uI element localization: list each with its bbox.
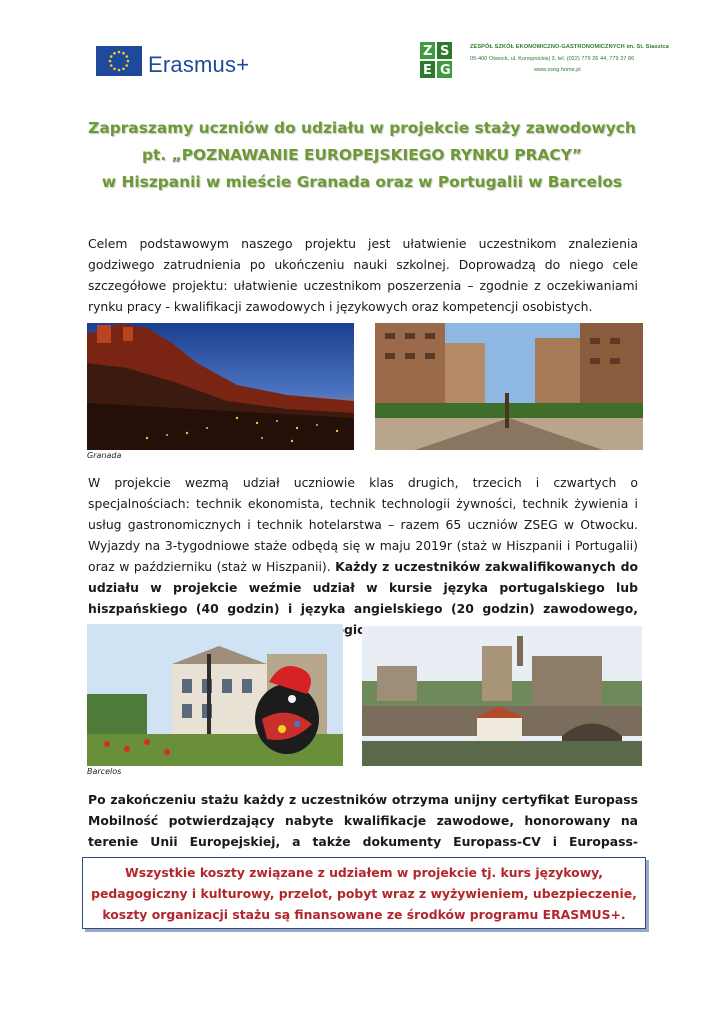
- barcelos-rooster-photo: [87, 624, 343, 766]
- details-text: W projekcie wezmą udział uczniowie klas drugich, trzecich i czwartych o specjalnościach: technik ekonomista, technik technologii żywności, technik żywienia i usług gastronomicznych i technik hotelarstwa – razem 65 uczniów ZSEG w Otwocku. Wyjazdy na 3-tygodniowe staże odbędą się w maju 2019r (staż w Hiszpanii i Portugalii) oraz w październiku (staż w Hiszpanii).: [88, 475, 638, 574]
- granada-caption: Granada: [87, 451, 122, 460]
- intro-paragraph: Celem podstawowym naszego projektu jest ułatwienie uczestnikom znalezienia godziwego zatrudnienia po ukończeniu nauki szkolnej. Doprowadzą do niego cele szczegółowe projektu: ułatwienie uczestnikom poszerzenia – zgodnie z oczekiwaniami rynku pracy - kwalifikacji zawodowych i językowych oraz kompetencji osobistych.: [88, 236, 638, 314]
- school-website[interactable]: www.zseg.home.pl: [534, 67, 581, 73]
- barcelos-bridge-photo: [362, 626, 642, 766]
- school-name: ZESPÓŁ SZKÓŁ EKONOMICZNO-GASTRONOMICZNYCH im. St. Staszica: [470, 44, 669, 50]
- erasmus-wordmark: Erasmus+: [148, 52, 250, 77]
- title-line-1: Zapraszamy uczniów do udziału w projekcie staży zawodowych: [88, 119, 636, 137]
- title-line-2: pt. „POZNAWANIE EUROPEJSKIEGO RYNKU PRACY”: [142, 146, 582, 164]
- svg-text:S: S: [440, 44, 450, 59]
- zseg-logo-icon: [420, 42, 452, 78]
- funding-callout-box: [82, 857, 646, 929]
- barcelos-caption: Barcelos: [87, 767, 122, 776]
- school-address: 05-400 Otwock, ul. Konopnickiej 3, tel. (022) 779 26 44, 779 37 86: [470, 56, 635, 62]
- school-logo-block: [416, 40, 669, 84]
- svg-text:Z: Z: [423, 44, 433, 59]
- svg-text:E: E: [423, 63, 432, 78]
- granada-courtyard-photo: [375, 323, 643, 450]
- svg-text:G: G: [440, 63, 451, 78]
- title-line-3: w Hiszpanii w mieście Granada oraz w Portugalii w Barcelos: [101, 173, 623, 191]
- eu-flag-icon: [96, 46, 142, 76]
- funding-callout-text: Wszystkie koszty związane z udziałem w projekcie tj. kurs językowy, pedagogiczny i kulturowy, przelot, pobyt wraz z wyżywieniem, ubezpieczenie, koszty organizacji stażu są finansowane ze środków programu ERASMUS+.: [91, 865, 637, 922]
- erasmus-logo: [96, 46, 266, 82]
- details-paragraph: [88, 472, 638, 640]
- details-bold-text: Każdy z uczestników zakwalifikowanych do udziału w projekcie weźmie udział w kursie języka portugalskiego lub hiszpańskiego (40 godzin) i języka angielskiego (20 godzin) zawodowego, pedagogicznym.: [88, 559, 638, 637]
- certificate-paragraph: Po zakończeniu stażu każdy z uczestników otrzyma unijny certyfikat Europass Mobilność potwierdzający nabyte kwalifikacje zawodowe, honorowany na terenie Unii Europejskiej, a także dokumenty Europass-CV i Europass-: [88, 792, 638, 849]
- granada-night-photo: [87, 323, 354, 450]
